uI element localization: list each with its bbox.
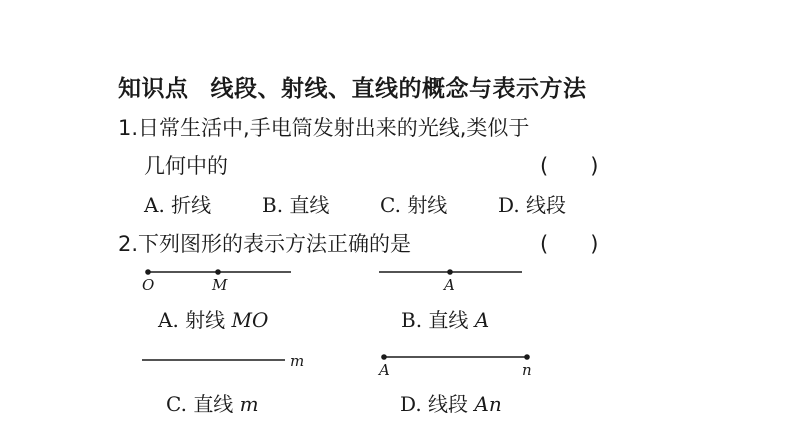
q2-option-c-text: 直线	[193, 392, 234, 416]
q2-option-a	[158, 304, 268, 333]
q2-option-a-text: 射线	[185, 308, 226, 332]
q2-option-c	[166, 388, 259, 417]
q1-option-b-letter: B.	[262, 193, 284, 217]
q1-stem-line2: 几何中的	[144, 154, 228, 178]
fig-b-point-a	[447, 269, 453, 275]
section-title: 线段、射线、直线的概念与表示方法	[210, 76, 587, 102]
q2-option-c-math: m	[239, 392, 259, 416]
q2-option-d-letter: D.	[400, 392, 422, 416]
q2-option-c-letter: C.	[166, 392, 187, 416]
q2-option-b-letter: B.	[401, 308, 423, 332]
q1-option-c-letter: C.	[380, 193, 401, 217]
q1-option-d-letter: D.	[498, 193, 520, 217]
q1-option-a-letter: A.	[144, 193, 165, 217]
q2-stem: 2.下列图形的表示方法正确的是	[118, 232, 412, 256]
fig-d-point-n	[524, 354, 530, 360]
q2-answer-paren: ( )	[540, 232, 599, 256]
q1-stem-line1: 1.日常生活中,手电筒发射出来的光线,类似于	[118, 116, 530, 140]
fig-d-label-n: n	[522, 361, 532, 379]
q2-option-b-text: 直线	[428, 308, 469, 332]
fig-a-label-o: O	[142, 276, 155, 294]
q2-option-d	[400, 388, 502, 417]
q2-option-a-math: MO	[231, 308, 269, 332]
q2-option-b-math: A	[474, 308, 490, 332]
fig-a-point-o	[145, 269, 151, 275]
section-prefix: 知识点	[118, 76, 189, 102]
q1-option-a-text: 折线	[171, 193, 212, 217]
q1-option-d-text: 线段	[526, 193, 567, 217]
q1-answer-paren: ( )	[540, 154, 599, 178]
q2-option-d-math: An	[474, 392, 502, 416]
q2-option-a-letter: A.	[158, 308, 179, 332]
fig-c-label-m: m	[290, 352, 305, 370]
fig-b-label-a: A	[444, 276, 455, 294]
fig-d-point-a	[381, 354, 387, 360]
q1-option-c-text: 射线	[407, 193, 448, 217]
fig-a-point-m	[215, 269, 221, 275]
q2-option-d-text: 线段	[428, 392, 469, 416]
q2-option-b	[401, 304, 489, 333]
q1-option-b-text: 直线	[289, 193, 330, 217]
fig-d-label-a: A	[379, 361, 390, 379]
fig-a-label-m: M	[212, 276, 228, 294]
